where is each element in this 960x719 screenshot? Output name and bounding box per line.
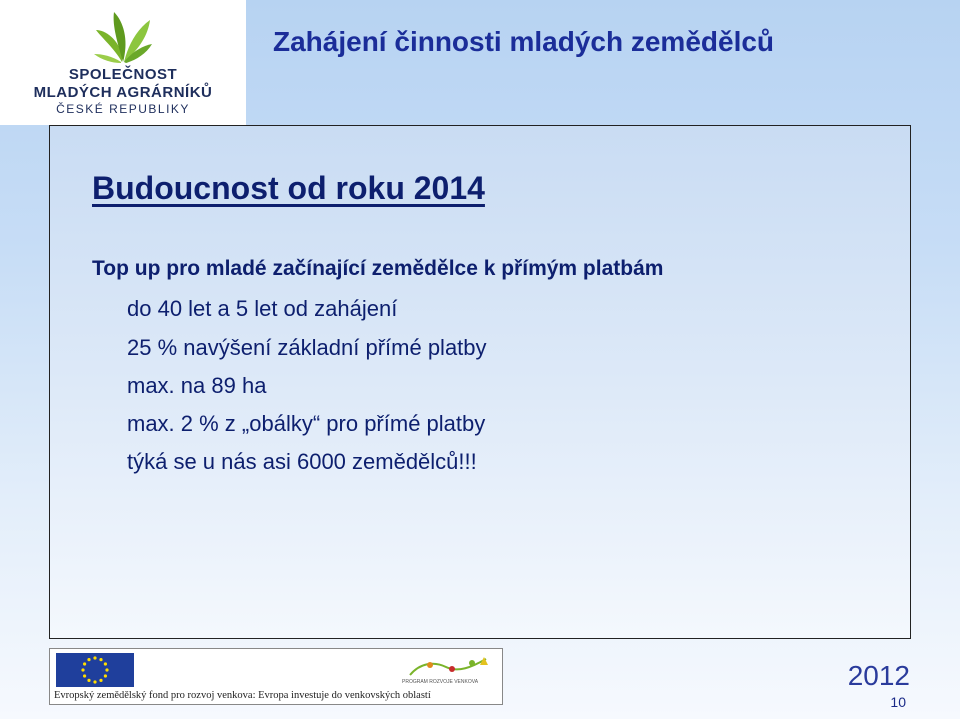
association-logo bbox=[0, 0, 246, 125]
logo-text-line-1: SPOLEČNOST bbox=[68, 66, 178, 83]
green-leaves-icon bbox=[92, 8, 154, 69]
content-line: 25 % navýšení základní přímé platby bbox=[127, 335, 487, 360]
section-heading: Budoucnost od roku 2014 bbox=[92, 170, 485, 206]
eu-fund-banner bbox=[49, 648, 503, 705]
content-line: týká se u nás asi 6000 zemědělců!!! bbox=[127, 449, 477, 474]
content-line: do 40 let a 5 let od zahájení bbox=[127, 296, 398, 321]
page-number: 10 bbox=[890, 694, 906, 710]
section-subheading: Top up pro mladé začínající zemědělce k přímým platbám bbox=[92, 257, 664, 280]
content-line: max. na 89 ha bbox=[127, 373, 267, 398]
content-panel bbox=[49, 125, 911, 639]
logo-text-line-3: ČESKÉ REPUBLIKY bbox=[56, 102, 190, 116]
footer-year: 2012 bbox=[847, 660, 910, 691]
content-line: max. 2 % z „obálky“ pro přímé platby bbox=[127, 411, 486, 436]
banner-caption: Evropský zemědělský fond pro rozvoj venkova: Evropa investuje do venkovských oblastí bbox=[54, 690, 431, 701]
slide-title: Zahájení činnosti mladých zemědělců bbox=[273, 26, 775, 57]
program-label: PROGRAM ROZVOJE VENKOVA bbox=[402, 679, 479, 685]
logo-text-line-2: MLADÝCH AGRÁRNÍKŮ bbox=[33, 84, 213, 101]
eu-flag-icon bbox=[56, 653, 134, 687]
